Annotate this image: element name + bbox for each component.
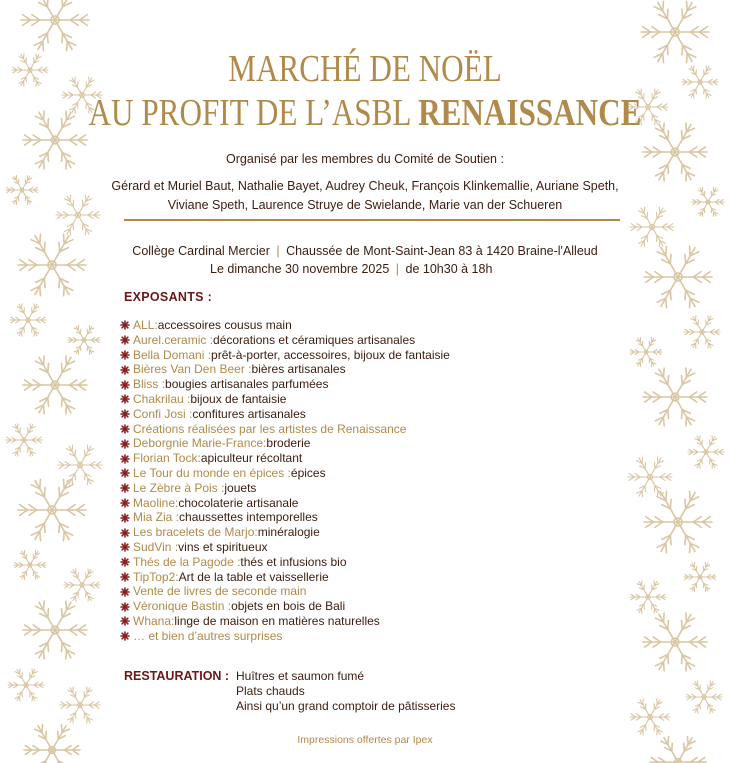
exhibitor-desc: apiculteur récoltant [200, 451, 303, 466]
exhibitor-item [120, 570, 450, 585]
venue-separator: | [276, 244, 280, 258]
exhibitor-name: Véronique Bastin : [133, 599, 232, 614]
exhibitor-name: Chakrilau : [133, 391, 191, 406]
exhibitor-desc: objets en bois de Bali [231, 599, 346, 614]
snowflake-icon [60, 687, 100, 723]
snowflake-bullet-icon [120, 454, 130, 464]
exhibitor-desc: bières artisanales [251, 362, 346, 377]
snowflake-bullet-icon [120, 320, 130, 330]
exhibitor-item [120, 436, 450, 451]
exhibitor-name: Créations réalisées par les artistes de Renaissance [133, 421, 407, 436]
snowflake-bullet-icon [120, 394, 130, 404]
exhibitor-desc: accessoires cousus main [157, 318, 292, 332]
exhibitor-name: Bella Domani : [133, 347, 212, 362]
exhibitor-item [120, 510, 450, 525]
snowflake-bullet-icon [120, 365, 130, 375]
exhibitor-item [120, 629, 450, 644]
exhibitor-desc: prêt-à-porter, accessoires, bijoux de fantaisie [211, 347, 450, 362]
exhibitor-desc: broderie [266, 436, 311, 451]
exhibitor-desc: chocolaterie artisanale [178, 495, 299, 510]
exhibitor-desc: thés et infusions bio [240, 554, 347, 569]
event-title-line-1: MARCHÉ DE NOËL [228, 48, 502, 90]
snowflake-icon [18, 479, 86, 540]
snowflake-bullet-icon [120, 439, 130, 449]
exhibitor-desc: jouets [224, 480, 257, 495]
venue-address: Chaussée de Mont-Saint-Jean 83 à 1420 Braine-l'Alleud [286, 244, 598, 258]
title-prefix: AU PROFIT DE L’ASBL [88, 92, 411, 134]
snowflake-bullet-icon [120, 335, 130, 345]
printing-credit: Impressions offertes par Ipex [297, 734, 433, 746]
snowflake-icon [628, 457, 672, 497]
organizers [0, 177, 730, 215]
exhibitor-name: Bliss : [133, 377, 166, 392]
snowflake-icon [64, 569, 100, 601]
date-separator: | [395, 262, 400, 276]
snowflake-icon [23, 601, 87, 659]
exhibitor-desc: confitures artisanales [192, 406, 306, 421]
snowflake-icon [10, 304, 46, 336]
snowflake-bullet-icon [120, 616, 130, 626]
snowflake-bullet-icon [120, 424, 130, 434]
event-hours: de 10h30 à 18h [405, 262, 493, 276]
exhibitor-item [120, 466, 450, 481]
exhibitor-name: SudVin : [133, 539, 179, 554]
exhibitor-name: Les bracelets de Marjo: [133, 525, 258, 540]
exhibitors-heading: EXPOSANTS : [124, 290, 213, 304]
exhibitor-item [120, 362, 450, 377]
snowflake-icon [6, 424, 42, 456]
exhibitor-desc: bougies artisanales parfumées [165, 377, 329, 392]
snowflake-bullet-icon [120, 587, 130, 597]
exhibitor-desc: linge de maison en matières naturelles [174, 613, 380, 628]
exhibitor-item [120, 333, 450, 348]
exhibitor-name: Maoline: [133, 495, 179, 510]
exhibitor-item [120, 422, 450, 437]
snowflake-icon [644, 491, 712, 552]
exhibitor-desc: minéralogie [257, 525, 320, 540]
venue-school: Collège Cardinal Mercier [132, 244, 270, 258]
snowflake-bullet-icon [120, 542, 130, 552]
exhibitor-name: Thés de la Pagode : [133, 554, 241, 569]
exhibitor-desc: vins et spiritueux [178, 539, 268, 554]
restauration-list [236, 669, 455, 714]
snowflake-icon [688, 436, 724, 468]
exhibitor-name: Florian Tock: [133, 451, 201, 466]
snowflake-icon [8, 669, 44, 701]
event-date: Le dimanche 30 novembre 2025 [210, 262, 390, 276]
snowflake-icon [58, 445, 102, 485]
organizers-line-2: Viviane Speth, Laurence Struye de Swielande, Marie van der Schueren [167, 198, 563, 212]
exhibitor-item [120, 451, 450, 466]
exhibitor-item [120, 599, 450, 614]
snowflake-bullet-icon [120, 528, 130, 538]
exhibitor-item [120, 584, 450, 599]
snowflake-icon [68, 326, 100, 355]
exhibitor-desc: Art de la table et vaissellerie [178, 569, 329, 584]
snowflake-bullet-icon [120, 350, 130, 360]
exhibitor-item [120, 540, 450, 555]
snowflake-bullet-icon [120, 409, 130, 419]
exhibitor-name: … et bien d’autres surprises [133, 628, 283, 643]
event-date-time [210, 261, 492, 278]
exhibitor-name: ALL: [133, 318, 158, 332]
exhibitor-item [120, 555, 450, 570]
title-association-name: RENAISSANCE [418, 92, 642, 134]
event-title-line-2 [66, 92, 665, 134]
exhibitor-name: Bières Van Den Beer : [133, 362, 252, 377]
snowflake-icon [630, 338, 662, 367]
snowflake-icon [23, 356, 87, 414]
snowflake-icon [682, 66, 718, 98]
restauration-heading: RESTAURATION : [124, 669, 230, 683]
exhibitor-desc: chaussettes intemporelles [179, 510, 318, 525]
exhibitor-item [120, 525, 450, 540]
snowflake-bullet-icon [120, 631, 130, 641]
exhibitor-desc: épices [290, 465, 326, 480]
exhibitor-name: TipTop2: [133, 569, 179, 584]
snowflake-icon [643, 368, 707, 426]
exhibitor-item [120, 392, 450, 407]
snowflake-bullet-icon [120, 513, 130, 523]
exhibitor-item [120, 318, 450, 333]
snowflake-bullet-icon [120, 380, 130, 390]
exhibitor-name: Confi Josi : [133, 406, 193, 421]
snowflake-bullet-icon [120, 557, 130, 567]
snowflake-icon [21, 0, 89, 51]
exhibitor-name: Deborgnie Marie-France: [133, 436, 267, 451]
snowflake-icon [12, 54, 48, 86]
exhibitor-item [120, 348, 450, 363]
organizers-line-1: Gérard et Muriel Baut, Nathalie Bayet, Audrey Cheuk, François Klinkemallie, Auriane Speth, [111, 179, 619, 193]
exhibitor-name: Aurel.ceramic : [133, 332, 214, 347]
restauration-item: Ainsi qu’un grand comptoir de pâtisseries [236, 699, 456, 713]
snowflake-bullet-icon [120, 468, 130, 478]
snowflake-bullet-icon [120, 483, 130, 493]
exhibitor-desc: décorations et céramiques artisanales [213, 332, 416, 347]
snowflake-icon [684, 563, 716, 592]
venue [0, 243, 730, 260]
snowflake-icon [643, 613, 707, 671]
exhibitor-name: Mia Zia : [133, 510, 180, 525]
snowflake-icon [14, 551, 46, 580]
divider [124, 219, 620, 221]
exhibitor-desc: bijoux de fantaisie [190, 391, 287, 406]
snowflake-icon [630, 581, 666, 613]
snowflake-icon [630, 699, 670, 735]
exhibitor-name: Le Tour du monde en épices : [133, 465, 291, 480]
exhibitor-item [120, 614, 450, 629]
exhibitors-list [120, 318, 450, 644]
snowflake-icon [684, 316, 720, 348]
snowflake-bullet-icon [120, 498, 130, 508]
exhibitor-name: Whana: [133, 613, 175, 628]
snowflake-bullet-icon [120, 602, 130, 612]
exhibitor-item [120, 377, 450, 392]
organized-by: Organisé par les membres du Comité de Soutien : [226, 152, 504, 166]
exhibitor-name: Vente de livres de seconde main [133, 584, 307, 599]
snowflake-icon [686, 681, 722, 713]
restauration-item: Huîtres et saumon fumé [236, 669, 365, 683]
exhibitor-item [120, 496, 450, 511]
restauration-item: Plats chauds [236, 684, 305, 698]
exhibitor-name: Le Zèbre à Pois : [133, 480, 225, 495]
exhibitor-item [120, 407, 450, 422]
snowflake-bullet-icon [120, 572, 130, 582]
exhibitor-item [120, 481, 450, 496]
